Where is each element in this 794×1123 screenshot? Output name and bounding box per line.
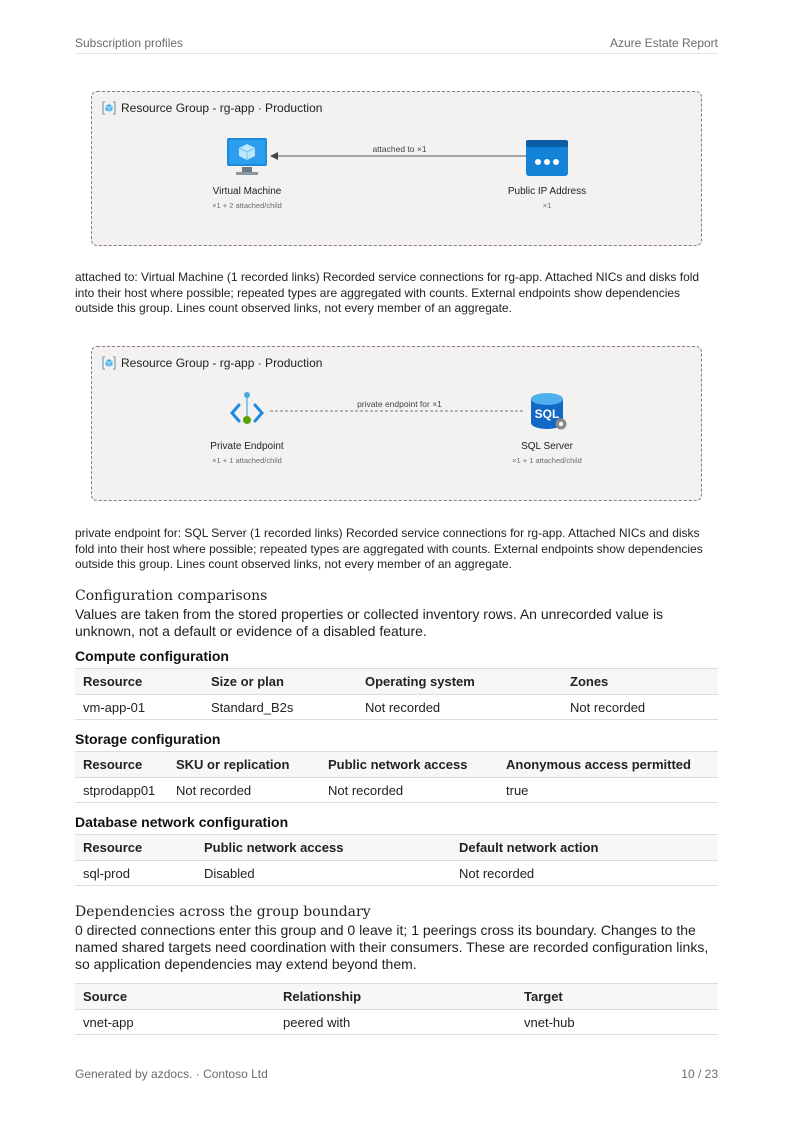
diagram-1-caption: attached to: Virtual Machine (1 recorded links) Recorded service connections for rg-app. Attached NICs and disks fold into their host where possible; repeated types are aggregated with counts. External endpoints show dependencies outside this group. Lines count observed links, not every member of an aggregate. [75, 270, 700, 315]
column-header: Resource [75, 835, 196, 861]
resource-group-title: Resource Group - rg-app · Production [102, 101, 322, 115]
page-header [75, 36, 718, 54]
column-header: Source [75, 984, 275, 1010]
footer-generator: Generated by azdocs. · Contoso Ltd [75, 1067, 268, 1081]
table-header-row [75, 835, 718, 861]
table-cell: true [498, 778, 718, 803]
node-count: ×1 [542, 201, 552, 210]
table-title-compute: Compute configuration [75, 648, 229, 664]
table-header-row [75, 984, 718, 1010]
table-dependencies [75, 983, 718, 1035]
column-header: Resource [75, 752, 168, 778]
table-cell: Not recorded [562, 695, 718, 720]
table-database [75, 834, 718, 886]
table-row [75, 778, 718, 803]
column-header: Public network access [320, 752, 498, 778]
table-cell: Not recorded [451, 861, 718, 886]
diagram-1-edges [92, 92, 703, 247]
section-title-configuration: Configuration comparisons [75, 588, 268, 604]
column-header: SKU or replication [168, 752, 320, 778]
column-header: Public network access [196, 835, 451, 861]
table-header-row [75, 752, 718, 778]
node-count: ×1 + 2 attached/child [212, 201, 282, 210]
node-public-ip[interactable] [487, 138, 607, 210]
column-header: Resource [75, 669, 203, 695]
svg-text:SQL: SQL [534, 407, 560, 421]
diagram-2-edges [92, 347, 703, 502]
column-header: Relationship [275, 984, 516, 1010]
edge-label-private-endpoint: private endpoint for ×1 [357, 399, 442, 409]
table-row [75, 695, 718, 720]
table-title-database: Database network configuration [75, 814, 289, 830]
table-cell: stprodapp01 [75, 778, 168, 803]
resource-group-title: Resource Group - rg-app · Production [102, 356, 322, 370]
header-section-title: Subscription profiles [75, 36, 184, 50]
table-header-row [75, 669, 718, 695]
table-cell: Not recorded [357, 695, 562, 720]
resource-group-diagram-2 [91, 346, 702, 501]
table-cell: Disabled [196, 861, 451, 886]
node-count: ×1 + 1 attached/child [512, 456, 582, 465]
table-cell: vnet-hub [516, 1010, 718, 1035]
node-name: SQL Server [521, 441, 573, 452]
column-header: Operating system [357, 669, 562, 695]
table-cell: Standard_B2s [203, 695, 357, 720]
node-name: Private Endpoint [210, 441, 284, 452]
section-title-dependencies: Dependencies across the group boundary [75, 904, 371, 920]
resource-group-diagram-1 [91, 91, 702, 246]
table-row [75, 1010, 718, 1035]
public-ip-icon [525, 138, 569, 178]
table-compute [75, 668, 718, 720]
table-storage [75, 751, 718, 803]
table-row [75, 861, 718, 886]
column-header: Size or plan [203, 669, 357, 695]
header-report-title: Azure Estate Report [609, 36, 718, 50]
node-name: Virtual Machine [212, 186, 282, 197]
section-intro-configuration: Values are taken from the stored properties or collected inventory rows. An unrecorded value is unknown, not a default or evidence of a disabled feature. [75, 606, 664, 639]
table-cell: Not recorded [320, 778, 498, 803]
virtual-machine-icon [225, 136, 269, 178]
sql-server-icon [525, 391, 569, 433]
table-cell: vm-app-01 [75, 695, 203, 720]
page-footer [75, 1067, 718, 1081]
node-name: Public IP Address [507, 186, 587, 197]
page-number: 10 / 23 [681, 1067, 718, 1081]
table-title-storage: Storage configuration [75, 731, 221, 747]
table-cell: peered with [275, 1010, 516, 1035]
node-virtual-machine[interactable] [187, 136, 307, 210]
table-cell: sql-prod [75, 861, 196, 886]
column-header: Default network action [451, 835, 718, 861]
edge-label-attached: attached to ×1 [372, 144, 427, 154]
section-intro-dependencies: 0 directed connections enter this group and 0 leave it; 1 peerings cross its boundary. Changes to the named shared targets need coordination with their consumers. These are recorded configuration links, so application dependencies may extend beyond them. [75, 922, 709, 972]
node-count: ×1 + 1 attached/child [212, 456, 282, 465]
node-sql-server[interactable] [487, 391, 607, 465]
column-header: Zones [562, 669, 718, 695]
column-header: Anonymous access permitted [498, 752, 718, 778]
table-cell: vnet-app [75, 1010, 275, 1035]
table-cell: Not recorded [168, 778, 320, 803]
column-header: Target [516, 984, 718, 1010]
private-endpoint-icon [225, 391, 269, 433]
node-private-endpoint[interactable] [187, 391, 307, 465]
diagram-2-caption: private endpoint for: SQL Server (1 recorded links) Recorded service connections for rg-app. Attached NICs and disks fold into their host where possible; repeated types are aggregated with counts. External endpoints show dependencies outside this group. Lines count observed links, not every member of an aggregate. [75, 526, 703, 571]
